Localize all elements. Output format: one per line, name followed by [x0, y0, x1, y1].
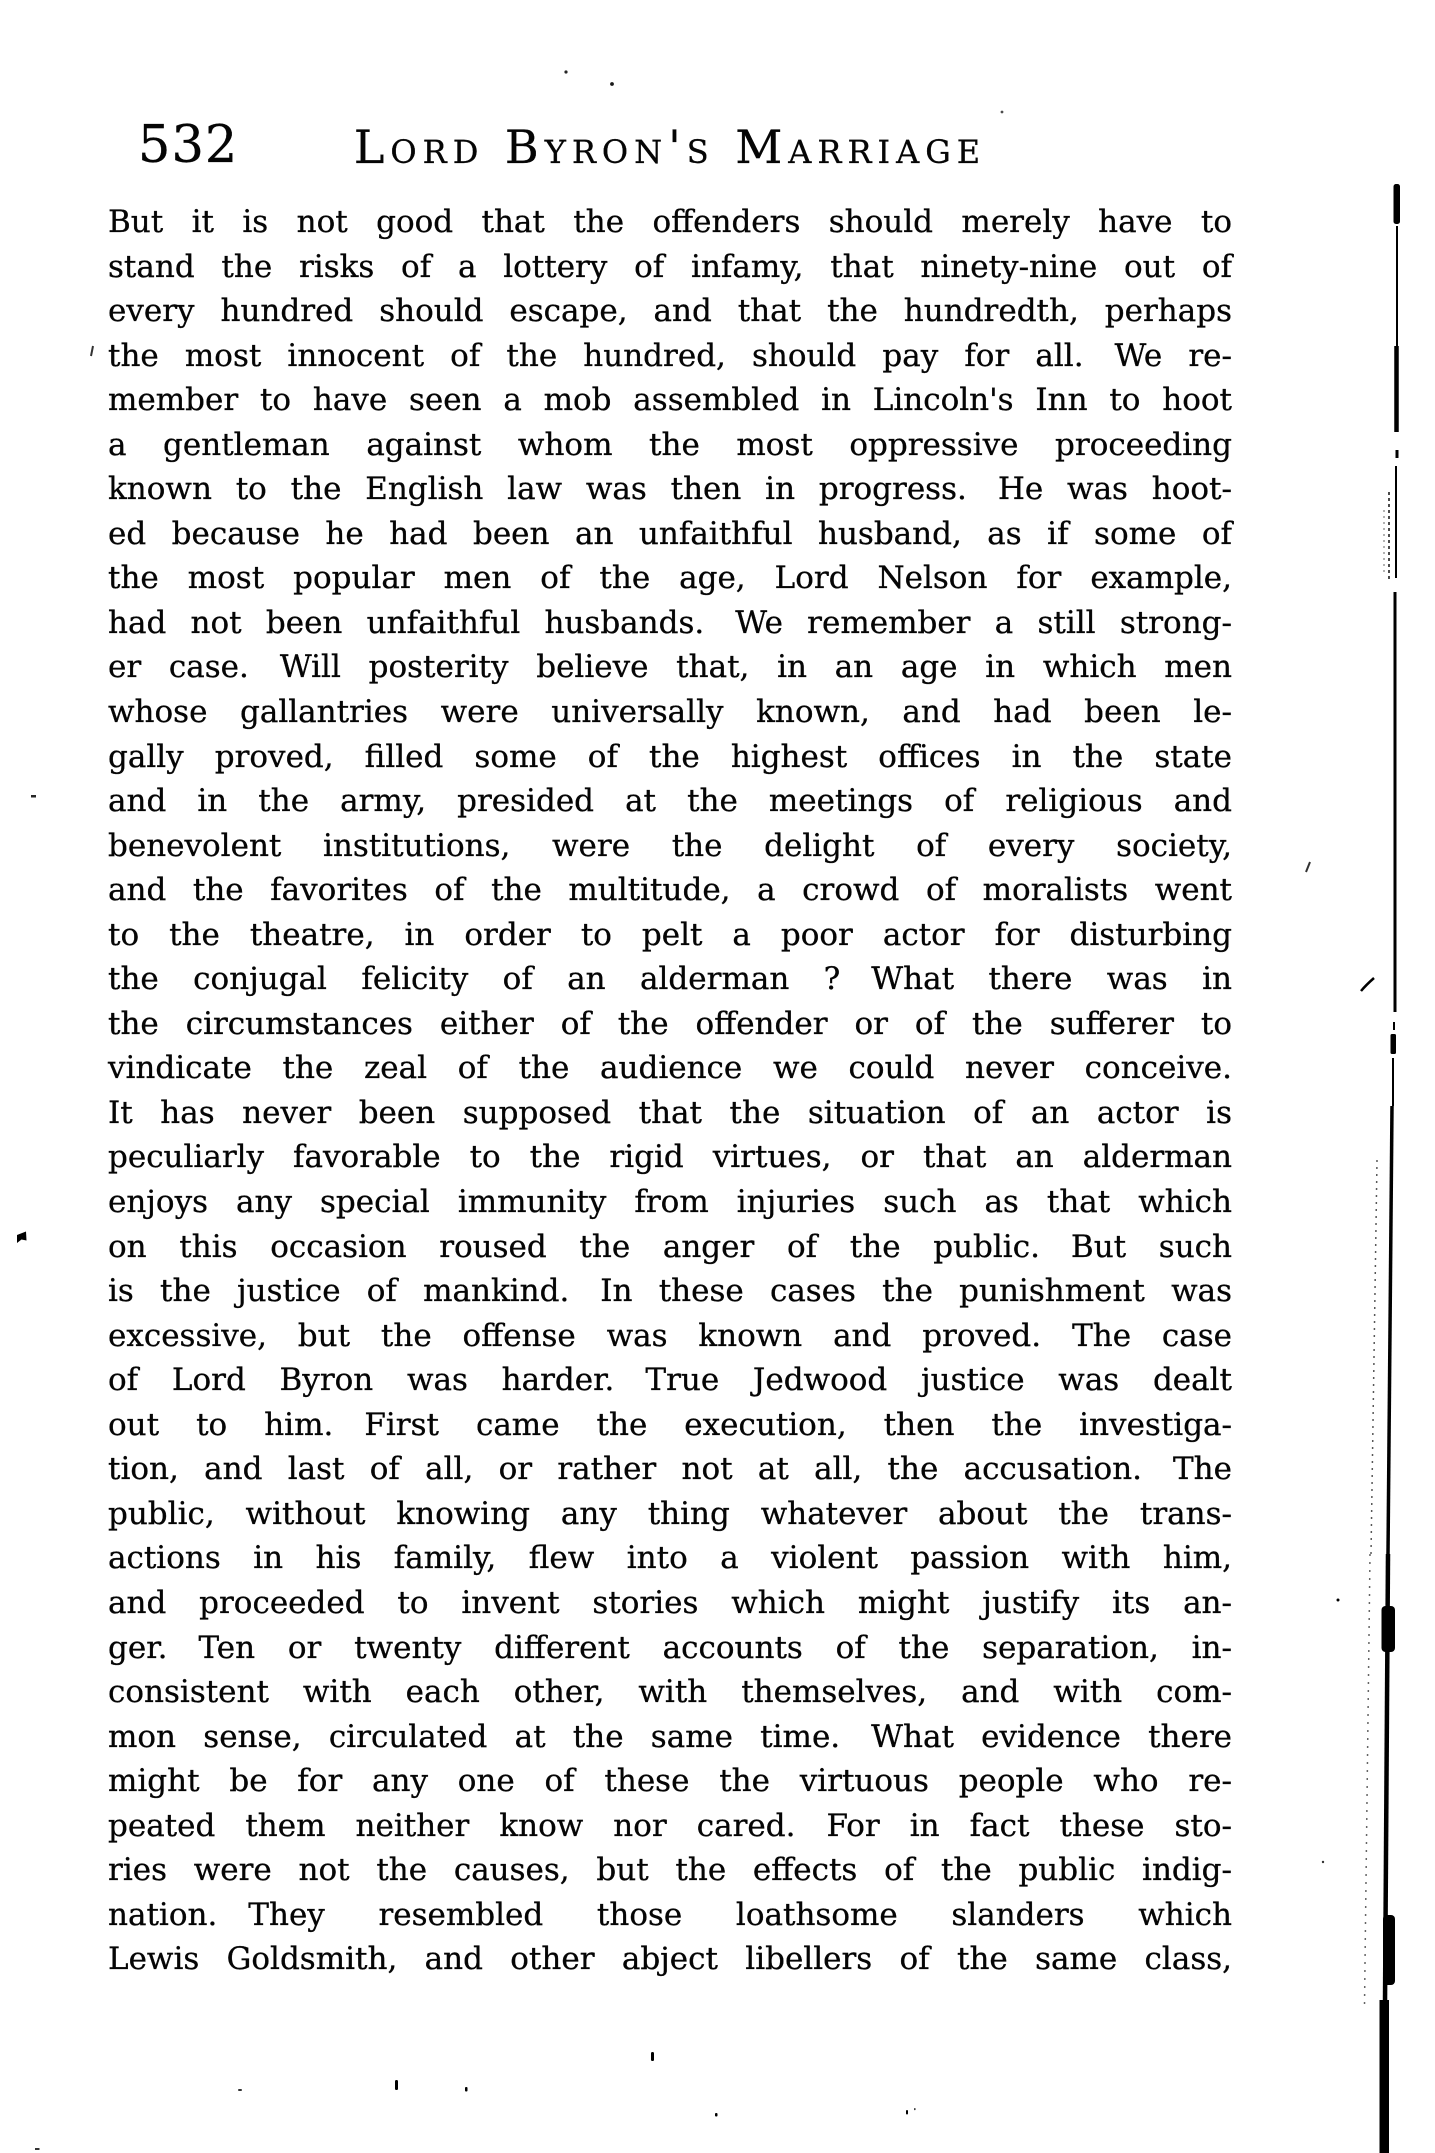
text-line: the most innocent of the hundred, should pay for all. We re-	[108, 337, 1232, 374]
text-line: gally proved, filled some of the highest offices in the state	[108, 738, 1232, 775]
ink-specks-bottom	[238, 2052, 916, 2117]
text-line: public, without knowing any thing whatever about the trans-	[108, 1495, 1232, 1532]
running-title: Lord Byron's Marriage	[353, 120, 987, 174]
text-line: out to him. First came the execution, then the investiga-	[108, 1406, 1232, 1443]
page-number: 532	[138, 116, 239, 175]
text-line: peculiarly favorable to the rigid virtues, or that an alderman	[108, 1139, 1232, 1176]
ink-specks-left-margin	[17, 346, 93, 2150]
text-line: every hundred should escape, and that the hundredth, perhaps	[108, 293, 1232, 330]
text-line: Lewis Goldsmith, and other abject libellers of the same class,	[108, 1941, 1232, 1978]
text-line: er case. Will posterity believe that, in an age in which men	[108, 649, 1232, 686]
text-line: the most popular men of the age, Lord Nelson for example,	[108, 560, 1232, 597]
text-line: to the theatre, in order to pelt a poor actor for disturbing	[108, 916, 1232, 953]
text-line: enjoys any special immunity from injuries such as that which	[108, 1184, 1232, 1221]
text-line: excessive, but the offense was known and proved. The case	[108, 1317, 1232, 1354]
gutter-shadow-line	[1306, 184, 1400, 2153]
text-line: ries were not the causes, but the effects of the public indig-	[108, 1852, 1232, 1889]
text-line: member to have seen a mob assembled in Lincoln's Inn to hoot	[108, 382, 1232, 419]
text-line: tion, and last of all, or rather not at all, the accusation. The	[108, 1451, 1232, 1488]
text-line: had not been unfaithful husbands. We remember a still strong-	[108, 604, 1232, 641]
text-line: and in the army, presided at the meetings of religious and	[108, 783, 1232, 820]
text-line: stand the risks of a lottery of infamy, that ninety-nine out of	[108, 248, 1232, 285]
text-line: consistent with each other, with themselves, and with com-	[108, 1674, 1232, 1711]
text-line: a gentleman against whom the most oppressive proceeding	[108, 426, 1232, 463]
text-line: and the favorites of the multitude, a crowd of moralists went	[108, 872, 1232, 909]
text-line: whose gallantries were universally known, and had been le-	[108, 694, 1232, 731]
text-line: known to the English law was then in progress. He was hoot-	[108, 471, 1232, 508]
text-line: and proceeded to invent stories which might justify its an-	[108, 1584, 1232, 1621]
text-line: nation. They resembled those loathsome slanders which	[108, 1896, 1232, 1933]
text-line: ed because he had been an unfaithful husband, as if some of	[108, 515, 1232, 552]
text-line: vindicate the zeal of the audience we could never conceive.	[108, 1050, 1232, 1087]
text-line: mon sense, circulated at the same time. What evidence there	[108, 1718, 1232, 1755]
text-line: actions in his family, flew into a violent passion with him,	[108, 1540, 1232, 1577]
text-line: on this occasion roused the anger of the public. But such	[108, 1228, 1232, 1265]
text-line: But it is not good that the offenders should merely have to	[108, 204, 1232, 240]
page-body-text	[108, 200, 1232, 1982]
page-header	[108, 118, 1232, 180]
text-line: might be for any one of these the virtuous people who re-	[108, 1763, 1232, 1800]
text-line: It has never been supposed that the situation of an actor is	[108, 1094, 1232, 1131]
text-line: benevolent institutions, were the delight of every society,	[108, 827, 1232, 864]
text-line: the circumstances either of the offender or of the sufferer to	[108, 1005, 1232, 1042]
text-line: the conjugal felicity of an alderman ? What there was in	[108, 961, 1232, 998]
text-line: ger. Ten or twenty different accounts of the separation, in-	[108, 1629, 1232, 1666]
ink-specks-top	[564, 70, 1003, 113]
text-line: peated them neither know nor cared. For in fact these sto-	[108, 1807, 1232, 1844]
text-line: of Lord Byron was harder. True Jedwood justice was dealt	[108, 1362, 1232, 1399]
text-line: is the justice of mankind. In these cases the punishment was	[108, 1273, 1232, 1310]
